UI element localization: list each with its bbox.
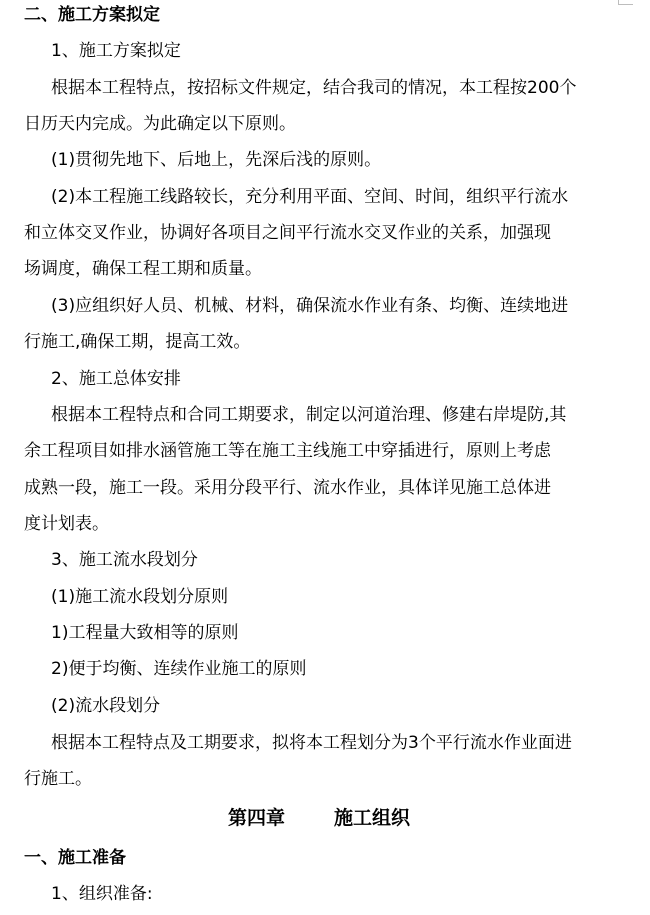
section-heading: 一、施工准备: [24, 848, 126, 868]
page-corner-mark: [618, 0, 633, 5]
list-item: (1)贯彻先地下、后地上，先深后浅的原则。: [51, 150, 382, 170]
list-item: (2)本工程施工线路较长，充分利用平面、空间、时间，组织平行流水: [51, 187, 569, 207]
paragraph-line: 根据本工程特点及工期要求，拟将本工程划分为3个平行流水作业面进: [51, 733, 572, 753]
chapter-title: 施工组织: [334, 807, 411, 829]
subsection-title: 1、施工方案拟定: [51, 41, 181, 61]
list-item: (1)施工流水段划分原则: [51, 587, 229, 607]
paragraph-line: 行施工。: [24, 769, 92, 789]
paragraph-line: 日历天内完成。为此确定以下原则。: [24, 114, 296, 134]
subsection-title: 3、施工流水段划分: [51, 550, 198, 570]
paragraph-line: 度计划表。: [24, 514, 109, 534]
section-heading: 二、施工方案拟定: [24, 5, 160, 25]
subsection-title: 2、施工总体安排: [51, 369, 181, 389]
list-item: 1)工程量大致相等的原则: [51, 623, 239, 643]
paragraph-line: 行施工,确保工期，提高工效。: [24, 332, 251, 352]
subsection-title: 1、组织准备:: [51, 884, 153, 904]
list-item: 2)便于均衡、连续作业施工的原则: [51, 659, 307, 679]
paragraph-line: 场调度，确保工程工期和质量。: [24, 259, 262, 279]
paragraph-line: 成熟一段，施工一段。采用分段平行、流水作业，具体详见施工总体进: [24, 478, 551, 498]
list-item: (2)流水段划分: [51, 696, 161, 716]
list-item: (3)应组织好人员、机械、材料，确保流水作业有条、均衡、连续地进: [51, 296, 569, 316]
paragraph-line: 根据本工程特点，按招标文件规定，结合我司的情况，本工程按200个: [51, 78, 577, 98]
paragraph-line: 和立体交叉作业，协调好各项目之间平行流水交叉作业的关系，加强现: [24, 223, 551, 243]
paragraph-line: 根据本工程特点和合同工期要求，制定以河道治理、修建右岸堤防,其: [51, 405, 567, 425]
paragraph-line: 余工程项目如排水涵管施工等在施工主线施工中穿插进行，原则上考虑: [24, 441, 551, 461]
chapter-number: 第四章: [228, 807, 286, 829]
